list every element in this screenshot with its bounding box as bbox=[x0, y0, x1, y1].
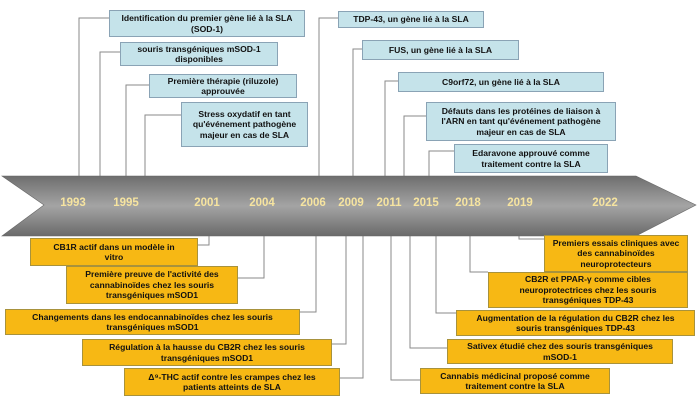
bottom-event-box: Δ⁹-THC actif contre les crampes chez les patients atteints de SLA bbox=[124, 368, 340, 396]
bottom-event-box: Cannabis médicinal proposé comme traitement contre la SLA bbox=[420, 368, 610, 394]
bottom-event-box: Augmentation de la régulation du CB2R chez les souris transgéniques TDP-43 bbox=[456, 310, 695, 336]
connector-bottom-9 bbox=[410, 228, 447, 348]
year-label: 2001 bbox=[194, 197, 220, 209]
year-label: 2011 bbox=[376, 197, 402, 209]
connector-top-7 bbox=[385, 81, 398, 185]
bottom-event-box: CB2R et PPAR-γ comme cibles neuroprotectrices chez les souris transgéniques TDP-43 bbox=[488, 272, 688, 308]
top-event-box: Identification du premier gène lié à la SLA (SOD-1) bbox=[109, 10, 305, 37]
connector-bottom-4 bbox=[332, 228, 346, 344]
top-event-box: FUS, un gène lié à la SLA bbox=[362, 40, 519, 60]
connector-bottom-10 bbox=[391, 228, 420, 380]
year-label: 1995 bbox=[113, 197, 139, 209]
connector-bottom-3 bbox=[300, 228, 316, 312]
connector-bottom-5 bbox=[340, 228, 363, 378]
top-event-box: Première thérapie (riluzole) approuvée bbox=[149, 74, 297, 98]
bottom-event-box: Régulation à la hausse du CB2R chez les souris transgéniques mSOD1 bbox=[82, 339, 332, 366]
top-event-box: Stress oxydatif en tant qu'événement pathogène majeur en cas de SLA bbox=[181, 102, 308, 147]
year-label: 2004 bbox=[249, 197, 275, 209]
bottom-event-box: Première preuve de l'activité des cannabinoïdes chez les souris transgéniques mSOD1 bbox=[66, 266, 238, 304]
connector-top-1 bbox=[79, 18, 109, 185]
year-label: 1993 bbox=[60, 197, 86, 209]
top-event-box: Edaravone approuvé comme traitement contre la SLA bbox=[454, 144, 608, 173]
connector-top-2 bbox=[100, 52, 120, 185]
connector-top-6 bbox=[353, 49, 362, 185]
connector-top-3 bbox=[126, 85, 149, 185]
connector-top-5 bbox=[319, 18, 338, 185]
top-event-box: souris transgéniques mSOD-1 disponibles bbox=[120, 42, 278, 66]
year-label: 2019 bbox=[507, 197, 533, 209]
top-event-box: Défauts dans les protéines de liaison à l'ARN en tant qu'événement pathogène majeur en cas de SLA bbox=[426, 102, 616, 141]
year-label: 2006 bbox=[300, 197, 326, 209]
connector-bottom-8 bbox=[436, 228, 456, 313]
connector-top-4 bbox=[145, 115, 181, 185]
year-label: 2015 bbox=[413, 197, 439, 209]
top-event-box: C9orf72, un gène lié à la SLA bbox=[398, 72, 604, 92]
year-label: 2018 bbox=[455, 197, 481, 209]
bottom-event-box: Changements dans les endocannabinoïdes chez les souris transgéniques mSOD1 bbox=[5, 309, 300, 335]
bottom-event-box: Sativex étudié chez des souris transgéniques mSOD-1 bbox=[447, 339, 673, 364]
bottom-event-box: Premiers essais cliniques avec des cannabinoïdes neuroprotecteurs bbox=[544, 235, 688, 272]
bottom-event-box: CB1R actif dans un modèle in vitro bbox=[30, 238, 198, 266]
year-label: 2009 bbox=[338, 197, 364, 209]
top-event-box: TDP-43, un gène lié à la SLA bbox=[338, 11, 484, 28]
year-label: 2022 bbox=[592, 197, 618, 209]
connector-top-8 bbox=[404, 116, 426, 185]
